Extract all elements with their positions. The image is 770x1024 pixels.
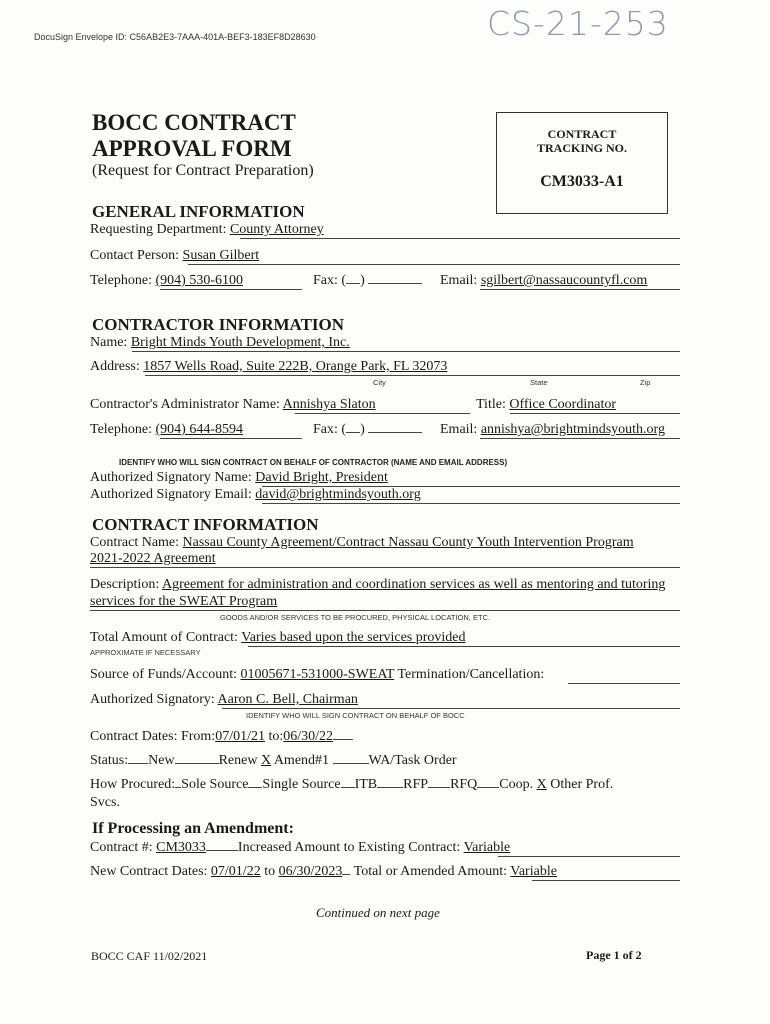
gen-email-label: Email: — [440, 273, 478, 288]
procured-sole: Sole Source — [181, 777, 249, 792]
address-label: Address: — [90, 359, 140, 374]
con-tel-value: (904) 644-8594 — [155, 422, 243, 437]
auth-row — [90, 692, 358, 708]
city-caption: City — [373, 378, 386, 387]
address-row — [90, 359, 447, 375]
dates-label: Contract Dates: From: — [90, 729, 216, 744]
gen-fax-row — [313, 273, 422, 289]
description-label: Description: — [90, 577, 160, 592]
footer-page-number: Page 1 of 2 — [586, 948, 642, 962]
footer-form-id: BOCC CAF 11/02/2021 — [91, 949, 208, 963]
dates-from: 07/01/21 — [215, 729, 265, 744]
gen-fax-close: ) — [360, 273, 365, 288]
contractor-heading: CONTRACTOR INFORMATION — [92, 315, 345, 334]
new-dates-from: 07/01/22 — [210, 864, 261, 879]
procured-other: Other Prof. — [550, 777, 614, 792]
funds-value: 01005671-531000-SWEAT — [240, 667, 395, 682]
status-row — [90, 753, 457, 769]
contact-label: Contact Person: — [90, 248, 180, 263]
admin-title-label: Title: — [476, 397, 506, 412]
procured-rfp: RFP — [403, 777, 429, 792]
procured-itb: ITB — [354, 777, 378, 792]
signatory-name-row — [90, 470, 388, 486]
amendment-heading: If Processing an Amendment: — [92, 820, 294, 837]
contract-name-value-2: 2021-2022 Agreement — [90, 551, 216, 566]
procured-x: X — [536, 777, 547, 792]
gen-fax-label: Fax: ( — [313, 273, 347, 288]
procured-label: How Procured: — [90, 777, 176, 792]
description-value-1: Agreement for administration and coordination services as well as mentoring and tutoring — [161, 577, 666, 592]
dates-to-label: to: — [268, 729, 284, 744]
con-fax-label: Fax: ( — [313, 422, 347, 437]
contact-row — [90, 248, 259, 264]
con-tel-row — [90, 422, 243, 438]
dates-to: 06/30/22 — [283, 729, 334, 744]
signatory-name-label: Authorized Signatory Name: — [90, 470, 252, 485]
signatory-name-value: David Bright, President — [255, 470, 388, 485]
gen-tel-label: Telephone: — [90, 273, 152, 288]
con-fax-close: ) — [360, 422, 365, 437]
amend-increased-value: Variable — [463, 840, 511, 855]
con-email-label: Email: — [440, 422, 478, 437]
contractor-name-row — [90, 335, 350, 351]
admin-value: Annishya Slaton — [282, 397, 376, 412]
dept-label: Requesting Department: — [90, 222, 227, 237]
envelope-id: DocuSign Envelope ID: C56AB2E3-7AAA-401A-BEF3-183EF8D28630 — [34, 32, 316, 42]
signatory-email-label: Authorized Signatory Email: — [90, 487, 252, 502]
auth-label: Authorized Signatory: — [90, 692, 215, 707]
funds-label: Source of Funds/Account: — [90, 667, 237, 682]
admin-title-value: Office Coordinator — [509, 397, 616, 412]
tracking-label-2: TRACKING NO. — [536, 141, 627, 155]
total-amount-label: Total or Amended Amount: — [353, 864, 508, 879]
con-fax-row — [313, 422, 422, 438]
gen-email-value: sgilbert@nassaucountyfl.com — [480, 273, 648, 288]
procured-coop: Coop. — [499, 777, 534, 792]
approx-caption: APPROXIMATE IF NECESSARY — [90, 648, 201, 657]
new-dates-label: New Contract Dates: — [90, 864, 208, 879]
contract-name-label: Contract Name: — [90, 535, 180, 550]
con-email-row — [440, 422, 665, 438]
admin-title-row — [476, 397, 616, 413]
status-amend: Amend#1 — [273, 753, 330, 768]
amount-row — [90, 630, 466, 646]
new-dates-to-label: to — [264, 864, 276, 879]
description-row — [90, 577, 665, 593]
contact-value: Susan Gilbert — [182, 248, 260, 263]
status-new: New — [148, 753, 175, 768]
contract-name-value-1: Nassau County Agreement/Contract Nassau County Youth Intervention Program — [182, 535, 634, 550]
tracking-box — [496, 112, 668, 214]
form-title-line1: BOCC CONTRACT — [92, 110, 296, 135]
state-caption: State — [530, 378, 548, 387]
handwritten-number: CS-21-253 — [487, 4, 669, 43]
signatory-email-row — [90, 487, 421, 503]
amount-label: Total Amount of Contract: — [90, 630, 238, 645]
amount-value: Varies based upon the services provided — [241, 630, 466, 645]
contractor-name-value: Bright Minds Youth Development, Inc. — [130, 335, 350, 350]
status-wa: WA/Task Order — [368, 753, 457, 768]
continued-note: Continued on next page — [316, 905, 440, 920]
con-tel-label: Telephone: — [90, 422, 152, 437]
con-email-value: annishya@brightmindsyouth.org — [480, 422, 665, 437]
auth-value: Aaron C. Bell, Chairman — [217, 692, 358, 707]
amend-contract-row — [90, 840, 510, 856]
procured-row — [90, 777, 613, 793]
contract-name-row — [90, 535, 634, 551]
new-dates-row — [90, 864, 557, 880]
admin-row — [90, 397, 376, 413]
tracking-label-1: CONTRACT — [547, 127, 617, 141]
contract-heading: CONTRACT INFORMATION — [92, 515, 319, 534]
new-dates-to: 06/30/2023 — [278, 864, 343, 879]
procured-svcs: Svcs. — [90, 795, 120, 810]
contractor-name-label: Name: — [90, 335, 128, 350]
gen-tel-value: (904) 530-6100 — [155, 273, 243, 288]
description-value-2: services for the SWEAT Program — [90, 594, 278, 609]
dates-row — [90, 729, 353, 745]
amend-contract-value: CM3033 — [156, 840, 206, 855]
amend-contract-label: Contract #: — [90, 840, 153, 855]
procured-single: Single Source — [262, 777, 341, 792]
zip-caption: Zip — [640, 378, 651, 387]
amend-increased-label: Increased Amount to Existing Contract: — [237, 840, 461, 855]
status-label: Status: — [90, 753, 129, 768]
identify-signer-caption: IDENTIFY WHO WILL SIGN CONTRACT ON BEHALF OF CONTRACTOR (NAME AND EMAIL ADDRESS) — [119, 458, 508, 467]
goods-caption: GOODS AND/OR SERVICES TO BE PROCURED, PHYSICAL LOCATION, ETC. — [220, 613, 491, 622]
address-value: 1857 Wells Road, Suite 222B, Orange Park, FL 32073 — [143, 359, 448, 374]
bocc-caption: IDENTIFY WHO WILL SIGN CONTRACT ON BEHALF OF BOCC — [246, 711, 465, 720]
form-subtitle: (Request for Contract Preparation) — [92, 162, 314, 179]
termination-label: Termination/Cancellation: — [397, 667, 545, 682]
tracking-number: CM3033-A1 — [540, 173, 624, 190]
form-title-line2: APPROVAL FORM — [92, 136, 292, 161]
total-amount-value: Variable — [510, 864, 557, 879]
funds-row — [90, 667, 544, 683]
gen-tel-row — [90, 273, 243, 289]
status-renew: Renew — [218, 753, 258, 768]
gen-email-row — [440, 273, 647, 289]
general-heading: GENERAL INFORMATION — [92, 202, 305, 221]
dept-row — [90, 222, 324, 238]
dept-value: County Attorney — [229, 222, 324, 237]
procured-rfq: RFQ — [450, 777, 478, 792]
status-x: X — [260, 753, 272, 768]
admin-label: Contractor's Administrator Name: — [90, 397, 280, 412]
signatory-email-value: david@brightmindsyouth.org — [255, 487, 421, 502]
